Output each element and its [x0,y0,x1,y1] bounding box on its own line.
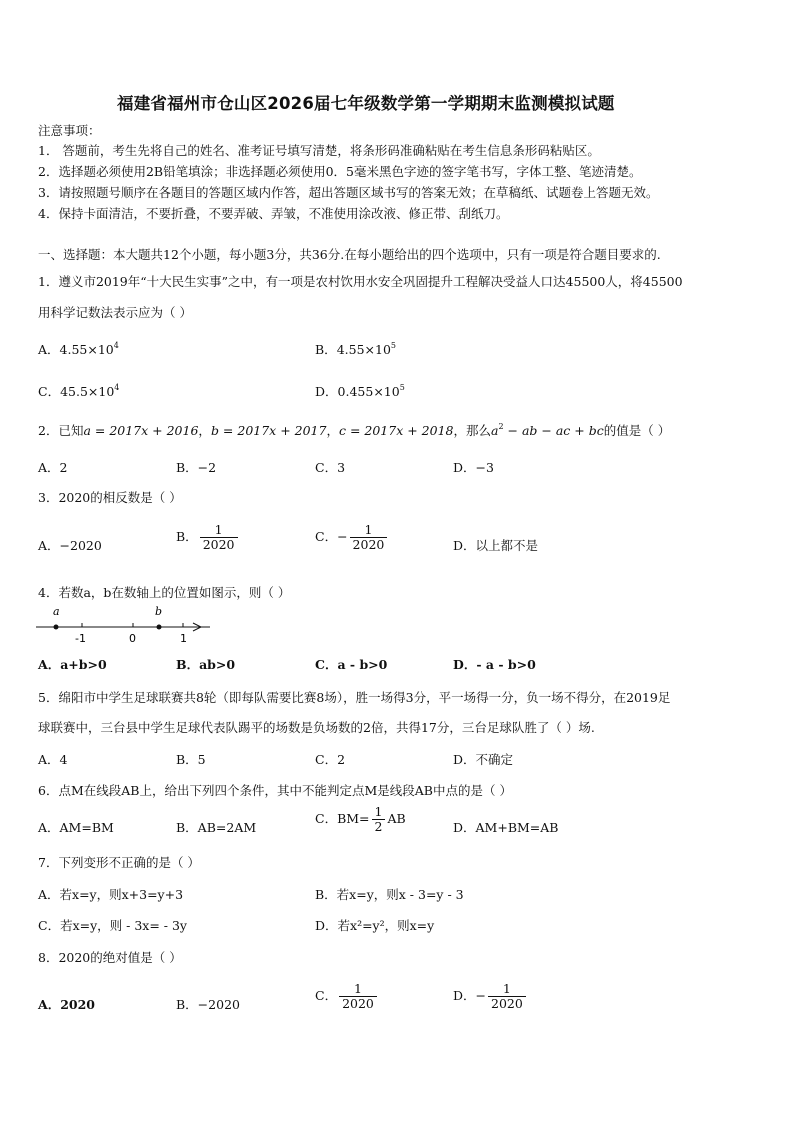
tick-label-minus-one: -1 [75,632,86,644]
note-item-2: 2．选择题必须使用2B铅笔填涂；非选择题必须使用0．5毫米黑色字迹的签字笔书写，字体工整、笔迹清楚。 [38,164,642,179]
q5-stem-line1: 5．绵阳市中学生足球联赛共8轮（即每队需要比赛8场），胜一场得3分，平一场得一分，负一场不得分，在2019足 [38,690,671,705]
q4-option-d[interactable]: D．- a - b>0 [453,657,536,672]
point-a [54,625,59,630]
q6-option-c[interactable]: C．BM= $\frac{1}{2}$ AB [315,804,406,834]
q6-c-fraction: $\frac{1}{2}$ [372,805,386,834]
q1-option-c[interactable]: C．$45.5\times 10^4$ [38,383,120,399]
q3-option-a[interactable]: A．−2020 [38,538,102,553]
q7-stem: 7．下列变形不正确的是（ ） [38,855,200,870]
q6-option-b[interactable]: B．AB=2AM [176,820,257,835]
q2-option-a[interactable]: A．2 [38,460,68,475]
q2-option-d[interactable]: D．−3 [453,460,494,475]
note-item-4: 4．保持卡面清洁，不要折叠，不要弄破、弄皱，不准使用涂改液、修正带、刮纸刀。 [38,206,509,221]
q1-option-d[interactable]: D．$0.455\times 10^5$ [315,383,405,399]
q8-d-fraction: $\frac{1}{2020}$ [488,982,526,1011]
q4-stem: 4．若数a，b在数轴上的位置如图示，则（ ） [38,585,291,600]
q1-option-b[interactable]: B．$4.55\times 10^5$ [315,341,396,357]
q3-option-d[interactable]: D．以上都不是 [453,538,539,553]
q4-option-c[interactable]: C．a - b>0 [315,657,388,672]
note-item-1: 1． 答题前，考生先将自己的姓名、准考证号填写清楚，将条形码准确粘贴在考生信息条形码粘贴区。 [38,143,600,158]
q4-option-b[interactable]: B．ab>0 [176,657,236,672]
tick-label-one: 1 [180,632,187,644]
q3-b-fraction: $\frac{1}{2020}$ [200,523,238,552]
label-b: b [155,605,163,618]
q1-stem-line1: 1．遵义市2019年“十大民生实事”之中，有一项是农村饮用水安全巩固提升工程解决受益人口达45500人，将45500 [38,274,683,289]
q7-option-b[interactable]: B．若x=y，则x - 3=y - 3 [315,887,464,902]
q7-option-d[interactable]: D．若x²=y²，则x=y [315,918,435,933]
q2-option-c[interactable]: C．3 [315,460,346,475]
q8-option-b[interactable]: B．−2020 [176,997,240,1012]
q4-option-a[interactable]: A．a+b>0 [38,657,107,672]
q5-option-d[interactable]: D．不确定 [453,752,514,767]
number-line [30,602,210,644]
label-a: a [53,605,60,618]
notes-heading: 注意事项： [38,123,101,138]
q7-option-c[interactable]: C．若x=y，则 - 3x= - 3y [38,918,187,933]
section-heading: 一、选择题：本大题共12个小题，每小题3分，共36分.在每小题给出的四个选项中，只有一项是符合题目要求的. [38,247,661,262]
q6-option-d[interactable]: D．AM+BM=AB [453,820,559,835]
q2-stem: 2．已知a = 2017x + 2016，b = 2017x + 2017，c = 2017x + 2018，那么$a^2$ − ab − ac + bc的值是（ ） [38,422,671,438]
q2-option-b[interactable]: B．−2 [176,460,217,475]
q6-stem: 6．点M在线段AB上，给出下列四个条件，其中不能判定点M是线段AB中点的是（ ） [38,783,512,798]
note-item-3: 3．请按照题号顺序在各题目的答题区域内作答，超出答题区域书写的答案无效；在草稿纸、试题卷上答题无效。 [38,185,659,200]
q3-c-fraction: $\frac{1}{2020}$ [350,523,388,552]
q8-option-c[interactable]: C． $\frac{1}{2020}$ [315,982,379,1011]
q5-stem-line2: 球联赛中，三台县中学生足球代表队踢平的场数是负场数的2倍，共得17分，三台足球队胜了（ ）场. [38,720,595,735]
q1-option-a[interactable]: A．$4.55\times 10^4$ [38,341,119,357]
page-title: 福建省福州市仓山区2026届七年级数学第一学期期末监测模拟试题 [117,94,615,113]
point-b [157,625,162,630]
q3-option-c[interactable]: C．− $\frac{1}{2020}$ [315,523,389,552]
q8-c-fraction: $\frac{1}{2020}$ [339,982,377,1011]
q5-option-c[interactable]: C．2 [315,752,346,767]
q8-stem: 8．2020的绝对值是（ ） [38,950,182,965]
q6-option-a[interactable]: A．AM=BM [38,820,114,835]
tick-label-zero: 0 [129,632,136,644]
q3-stem: 3．2020的相反数是（ ） [38,490,182,505]
q8-option-a[interactable]: A．2020 [38,997,95,1012]
q1-stem-line2: 用科学记数法表示应为（ ） [38,305,192,320]
q5-option-b[interactable]: B．5 [176,752,206,767]
q3-option-b[interactable]: B． $\frac{1}{2020}$ [176,523,240,552]
q7-option-a[interactable]: A．若x=y，则x+3=y+3 [38,887,184,902]
q5-option-a[interactable]: A．4 [38,752,68,767]
q8-option-d[interactable]: D．− $\frac{1}{2020}$ [453,982,528,1011]
